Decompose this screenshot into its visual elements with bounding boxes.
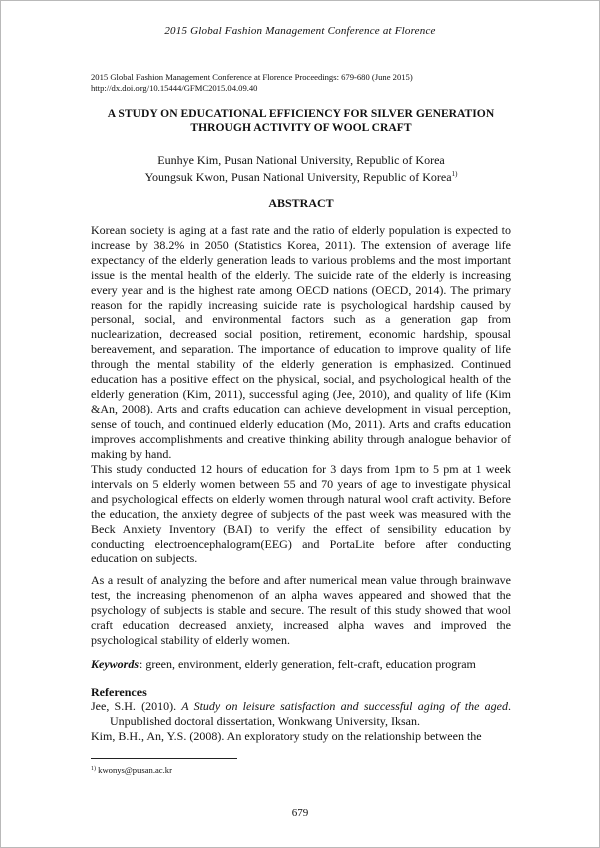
footnote-marker: 1)	[451, 170, 458, 178]
running-head: 2015 Global Fashion Management Conference at Florence	[164, 25, 436, 37]
references-list	[91, 699, 511, 744]
paper-title-line-1: A STUDY ON EDUCATIONAL EFFICIENCY FOR SILVER GENERATION	[107, 107, 495, 120]
reference-prefix: Jee, S.H. (2010).	[91, 699, 182, 713]
footnote-divider	[91, 758, 237, 759]
footnote-mark: 1)	[91, 766, 96, 772]
author-2	[91, 169, 511, 186]
keywords-line	[91, 657, 511, 672]
paper-title-line-2: THROUGH ACTIVITY OF WOOL CRAFT	[190, 121, 412, 134]
reference-item	[91, 729, 511, 744]
footnote	[91, 765, 172, 775]
author-1: Eunhye Kim, Pusan National University, Republic of Korea	[157, 153, 445, 167]
references-heading: References	[91, 685, 147, 699]
proceedings-citation: 2015 Global Fashion Management Conference at Florence Proceedings: 679-680 (June 2015)	[91, 72, 413, 82]
page-number: 679	[291, 807, 309, 819]
doi-link[interactable]: http://dx.doi.org/10.15444/GFMC2015.04.09.40	[91, 83, 258, 93]
reference-item	[91, 699, 511, 729]
author-2-text: Youngsuk Kwon, Pusan National University, Republic of Korea	[144, 170, 452, 184]
footnote-email[interactable]: kwonys@pusan.ac.kr	[96, 765, 172, 775]
keywords-colon: :	[139, 657, 143, 671]
reference-prefix: Kim, B.H., An, Y.S. (2008). An exploratory study on the relationship between the	[91, 729, 482, 743]
keywords-label: Keywords	[91, 657, 139, 671]
abstract-heading: ABSTRACT	[268, 196, 334, 210]
reference-suffix: . Unpublished doctoral dissertation, Wonkwang University, Iksan.	[110, 699, 511, 728]
proceedings-info	[91, 72, 413, 94]
abstract-paragraph-3: As a result of analyzing the before and after numerical mean value through brainwave test, the increasing phenomenon of an alpha waves appeared and showed that the psychology of subjects is stable and secure. The result of this study showed that wool craft education decreased anxiety, increased alpha waves and improved the psychological stability of elderly women.	[91, 573, 511, 647]
keywords-text: green, environment, elderly generation, felt-craft, education program	[142, 657, 476, 671]
abstract-paragraph-2: This study conducted 12 hours of education for 3 days from 1pm to 5 pm at 1 week intervals on 5 elderly women between 55 and 70 years of age to investigate physical and psychological effects on elderly women through natural wool craft activity. Before the education, the anxiety degree of subjects of the past week was measured with the Beck Anxiety Inventory (BAI) to verify the effect of sensibility education by conducting electroencephalogram(EEG) and PortaLite before after conducting education on subjects.	[91, 462, 511, 566]
reference-title: A Study on leisure satisfaction and successful aging of the aged	[181, 699, 508, 713]
author-list	[91, 152, 511, 186]
paper-title	[91, 107, 511, 135]
abstract-paragraph-1: Korean society is aging at a fast rate and the ratio of elderly population is expected to increase by 38.2% in 2050 (Statistics Korea, 2011). The extension of average life expectancy of the elderly generation leads to various problems and the most important issue is the mental health of the elderly. The suicide rate of the elderly is increasing every year and is the highest rate among OECD nations (OECD, 2014). The primary reason for the rapidly increasing suicide rate is psychological hardship caused by personal, social, and environmental factors such as a generation gap from nuclearization, decreased social position, retirement, economic hardship, spousal bereavement, and separation. The importance of education to improve quality of life through the mental stability of the elderly generation is emphasized. Continued education has a positive effect on the physical, social, and psychological health of the elderly generation (Kim, 2011), successful aging (Jee, 2010), and quality of life (Kim &An, 2008). Arts and crafts education can achieve development in visual perception, sense of touch, and continued elderly education (Mo, 2011). Arts and crafts education improves accomplishments and creative thinking ability through analogue behavior of making by hand.	[91, 223, 511, 461]
